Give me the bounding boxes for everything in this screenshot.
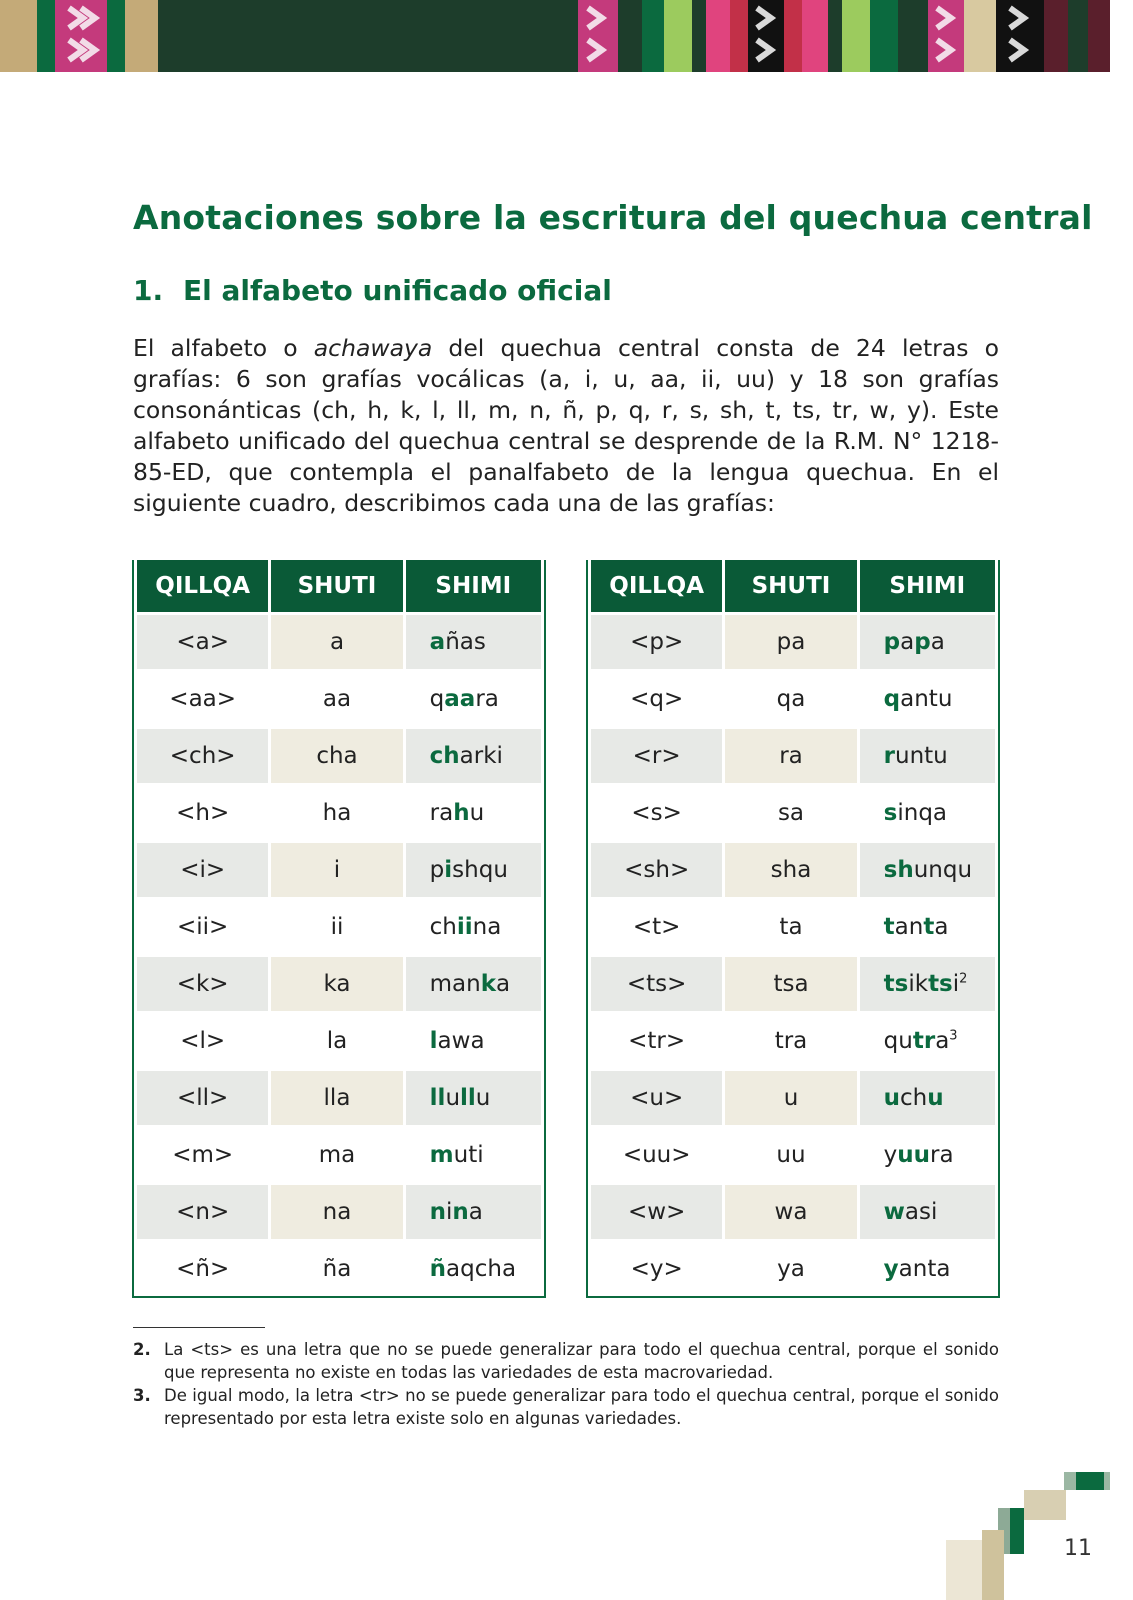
qillqa-cell: <ch> <box>137 726 268 783</box>
qillqa-cell: <uu> <box>591 1125 722 1182</box>
table-row <box>137 1125 541 1182</box>
word-part: i <box>446 1199 453 1225</box>
shuti-cell: na <box>271 1182 402 1239</box>
qillqa-cell: <q> <box>591 669 722 726</box>
word-part: aqcha <box>446 1256 517 1282</box>
shuti-cell: ña <box>271 1239 402 1296</box>
shimi-cell <box>860 1182 995 1239</box>
highlighted-letters: sh <box>883 857 914 883</box>
highlighted-letters: ll <box>460 1085 476 1111</box>
highlighted-letters: q <box>883 686 901 712</box>
table-row <box>137 954 541 1011</box>
qillqa-cell: <p> <box>591 612 722 669</box>
qillqa-cell: <h> <box>137 783 268 840</box>
word-part: inqa <box>897 800 948 826</box>
shuti-cell: la <box>271 1011 402 1068</box>
table-row <box>137 669 541 726</box>
shuti-cell: ii <box>271 897 402 954</box>
shimi-cell <box>406 1239 541 1296</box>
highlighted-letters: n <box>452 1199 469 1225</box>
highlighted-letters: n <box>429 1199 447 1225</box>
shuti-cell: wa <box>725 1182 856 1239</box>
woven-motif-icon <box>996 0 1044 72</box>
table-row <box>591 1068 995 1125</box>
shimi-cell <box>406 612 541 669</box>
qillqa-cell: <ii> <box>137 897 268 954</box>
qillqa-cell: <tr> <box>591 1011 722 1068</box>
table-row <box>137 612 541 669</box>
highlighted-letters: s <box>883 800 898 826</box>
shuti-cell: aa <box>271 669 402 726</box>
highlighted-letters: h <box>453 800 470 826</box>
intro-paragraph <box>133 333 999 519</box>
word-part: unqu <box>913 857 973 883</box>
highlighted-letters: i <box>444 857 453 883</box>
highlighted-letters: r <box>883 743 895 769</box>
shimi-cell <box>860 897 995 954</box>
word-part: a <box>468 1199 483 1225</box>
table-row <box>137 840 541 897</box>
highlighted-letters: w <box>883 1199 905 1225</box>
footnote-number: 2. <box>133 1340 151 1359</box>
table-row <box>137 1239 541 1296</box>
shimi-cell <box>860 726 995 783</box>
shimi-cell <box>860 1068 995 1125</box>
qillqa-cell: <m> <box>137 1125 268 1182</box>
shuti-cell: qa <box>725 669 856 726</box>
table-row <box>591 954 995 1011</box>
word-part: a <box>496 971 511 997</box>
qillqa-cell: <l> <box>137 1011 268 1068</box>
highlighted-letters: y <box>883 1256 899 1282</box>
column-header-qillqa: QILLQA <box>591 560 722 612</box>
highlighted-letters: k <box>480 971 497 997</box>
qillqa-cell: <u> <box>591 1068 722 1125</box>
word-part: antu <box>900 686 953 712</box>
table-row <box>591 1182 995 1239</box>
word-part: man <box>429 971 481 997</box>
alphabet-table-right <box>586 560 1000 1298</box>
highlighted-letters: a <box>429 629 446 655</box>
word-part: y <box>883 1142 898 1168</box>
section-number: 1. <box>133 274 164 307</box>
shimi-cell <box>406 1182 541 1239</box>
highlighted-letters: ts <box>883 971 909 997</box>
table-row <box>137 897 541 954</box>
highlighted-letters: m <box>429 1142 454 1168</box>
word-part: a <box>900 629 915 655</box>
qillqa-cell: <sh> <box>591 840 722 897</box>
word-part: ik <box>908 971 929 997</box>
word-part: na <box>472 914 502 940</box>
highlighted-letters: ñ <box>429 1256 447 1282</box>
column-header-shuti: SHUTI <box>271 560 402 612</box>
shimi-cell <box>860 669 995 726</box>
highlighted-letters: u <box>927 1085 944 1111</box>
shimi-cell <box>406 1125 541 1182</box>
shuti-cell: u <box>725 1068 856 1125</box>
woven-motif-icon <box>928 0 964 72</box>
footnote-reference: 2 <box>959 971 968 987</box>
word-part: arki <box>459 743 503 769</box>
word-part: p <box>429 857 445 883</box>
column-header-shuti: SHUTI <box>725 560 856 612</box>
word-part: ñas <box>445 629 486 655</box>
qillqa-cell: <aa> <box>137 669 268 726</box>
word-part: u <box>475 1085 491 1111</box>
word-part: ra <box>429 800 454 826</box>
word-part: u <box>445 1085 461 1111</box>
shimi-cell <box>860 1011 995 1068</box>
word-part: a <box>930 629 945 655</box>
word-part: anta <box>898 1256 951 1282</box>
table-row <box>137 1182 541 1239</box>
qillqa-cell: <s> <box>591 783 722 840</box>
highlighted-letters: aa <box>444 686 476 712</box>
woven-motif-icon <box>748 0 784 72</box>
page-number: 11 <box>1064 1536 1092 1561</box>
qillqa-cell: <r> <box>591 726 722 783</box>
shimi-cell <box>406 897 541 954</box>
word-part: u <box>469 800 485 826</box>
shimi-cell <box>860 612 995 669</box>
table-row <box>137 726 541 783</box>
table-row <box>137 1068 541 1125</box>
word-part: ra <box>475 686 499 712</box>
highlighted-letters: l <box>429 1028 438 1054</box>
table-row <box>137 783 541 840</box>
word-part: shqu <box>452 857 508 883</box>
footnote-text: De igual modo, la letra <tr> no se puede generalizar para todo el quechua central, porque el sonido representado por esta letra existe solo en algunas variedades. <box>164 1386 999 1428</box>
shimi-cell <box>406 783 541 840</box>
highlighted-letters: uu <box>897 1142 931 1168</box>
intro-text: El alfabeto o <box>133 334 314 362</box>
qillqa-cell: <i> <box>137 840 268 897</box>
shuti-cell: lla <box>271 1068 402 1125</box>
word-part: q <box>429 686 445 712</box>
word-part: qu <box>883 1028 913 1054</box>
shimi-cell <box>860 840 995 897</box>
qillqa-cell: <k> <box>137 954 268 1011</box>
shuti-cell: ha <box>271 783 402 840</box>
table-row <box>137 1011 541 1068</box>
shimi-cell <box>860 954 995 1011</box>
qillqa-cell: <w> <box>591 1182 722 1239</box>
word-part: ch <box>900 1085 928 1111</box>
highlighted-letters: ts <box>928 971 953 997</box>
qillqa-cell: <n> <box>137 1182 268 1239</box>
shimi-cell <box>406 1011 541 1068</box>
word-part: i <box>952 971 960 997</box>
word-part: a <box>935 1028 950 1054</box>
footnote-text: La <ts> es una letra que no se puede generalizar para todo el quechua central, porque el sonido que representa no existe en todas las variedades de esta macrovariedad. <box>164 1340 999 1382</box>
word-part: ra <box>930 1142 954 1168</box>
table-row <box>591 1239 995 1296</box>
decorative-top-band <box>0 0 1133 72</box>
shimi-cell <box>406 726 541 783</box>
table-row <box>591 897 995 954</box>
table-row <box>591 669 995 726</box>
woven-motif-icon <box>55 0 107 72</box>
table-row <box>591 612 995 669</box>
footnote-number: 3. <box>133 1386 151 1405</box>
shuti-cell: ta <box>725 897 856 954</box>
qillqa-cell: <ñ> <box>137 1239 268 1296</box>
column-header-qillqa: QILLQA <box>137 560 268 612</box>
qillqa-cell: <t> <box>591 897 722 954</box>
footnotes <box>133 1338 999 1430</box>
footnote <box>133 1338 999 1384</box>
highlighted-letters: p <box>883 629 901 655</box>
shuti-cell: tsa <box>725 954 856 1011</box>
highlighted-letters: ch <box>429 743 460 769</box>
table-row <box>591 840 995 897</box>
shuti-cell: sha <box>725 840 856 897</box>
shimi-cell <box>406 840 541 897</box>
section-title: El alfabeto unificado oficial <box>183 274 612 307</box>
word-part: a <box>934 914 949 940</box>
highlighted-letters: p <box>914 629 931 655</box>
page-title: Anotaciones sobre la escritura del quechua central <box>133 198 1093 237</box>
highlighted-letters: t <box>883 914 895 940</box>
table-row <box>591 1011 995 1068</box>
intro-text: del quechua central consta de 24 letras o grafías: 6 son grafías vocálicas (a, i, u, aa, ii, uu) y 18 son grafías consonánticas (ch, h, k, l, ll, m, n, ñ, p, q, r, s, sh, t, ts, tr, w, y). Este alfabeto unificado del quechua central se desprende de la R.M. N° 1218-85-ED, que contempla el panalfabeto de la lengua quechua. En el siguiente cuadro, describimos cada una de las grafías: <box>133 334 999 517</box>
woven-motif-icon <box>578 0 618 72</box>
shuti-cell: sa <box>725 783 856 840</box>
word-part: ch <box>429 914 457 940</box>
word-part: an <box>894 914 924 940</box>
qillqa-cell: <ts> <box>591 954 722 1011</box>
highlighted-letters: t <box>923 914 935 940</box>
footnote-divider <box>133 1327 265 1328</box>
intro-term: achawaya <box>313 334 433 362</box>
shimi-cell <box>406 1068 541 1125</box>
word-part: awa <box>437 1028 485 1054</box>
table-row <box>591 783 995 840</box>
shuti-cell: ya <box>725 1239 856 1296</box>
footnote <box>133 1384 999 1430</box>
table-row <box>591 726 995 783</box>
table-row <box>591 1125 995 1182</box>
shuti-cell: cha <box>271 726 402 783</box>
shuti-cell: pa <box>725 612 856 669</box>
section-heading <box>133 274 612 307</box>
word-part: uti <box>453 1142 484 1168</box>
shuti-cell: ka <box>271 954 402 1011</box>
shuti-cell: ra <box>725 726 856 783</box>
highlighted-letters: tr <box>912 1028 936 1054</box>
highlighted-letters: ll <box>429 1085 446 1111</box>
highlighted-letters: u <box>883 1085 901 1111</box>
shuti-cell: a <box>271 612 402 669</box>
column-header-shimi: SHIMI <box>406 560 541 612</box>
alphabet-table-left <box>132 560 546 1298</box>
qillqa-cell: <y> <box>591 1239 722 1296</box>
word-part: asi <box>904 1199 938 1225</box>
shuti-cell: i <box>271 840 402 897</box>
shimi-cell <box>860 783 995 840</box>
column-header-shimi: SHIMI <box>860 560 995 612</box>
shuti-cell: ma <box>271 1125 402 1182</box>
word-part: untu <box>895 743 948 769</box>
footnote-reference: 3 <box>949 1028 958 1044</box>
highlighted-letters: ii <box>456 914 473 940</box>
shimi-cell <box>406 954 541 1011</box>
shuti-cell: tra <box>725 1011 856 1068</box>
shuti-cell: uu <box>725 1125 856 1182</box>
shimi-cell <box>860 1239 995 1296</box>
qillqa-cell: <ll> <box>137 1068 268 1125</box>
shimi-cell <box>860 1125 995 1182</box>
shimi-cell <box>406 669 541 726</box>
qillqa-cell: <a> <box>137 612 268 669</box>
